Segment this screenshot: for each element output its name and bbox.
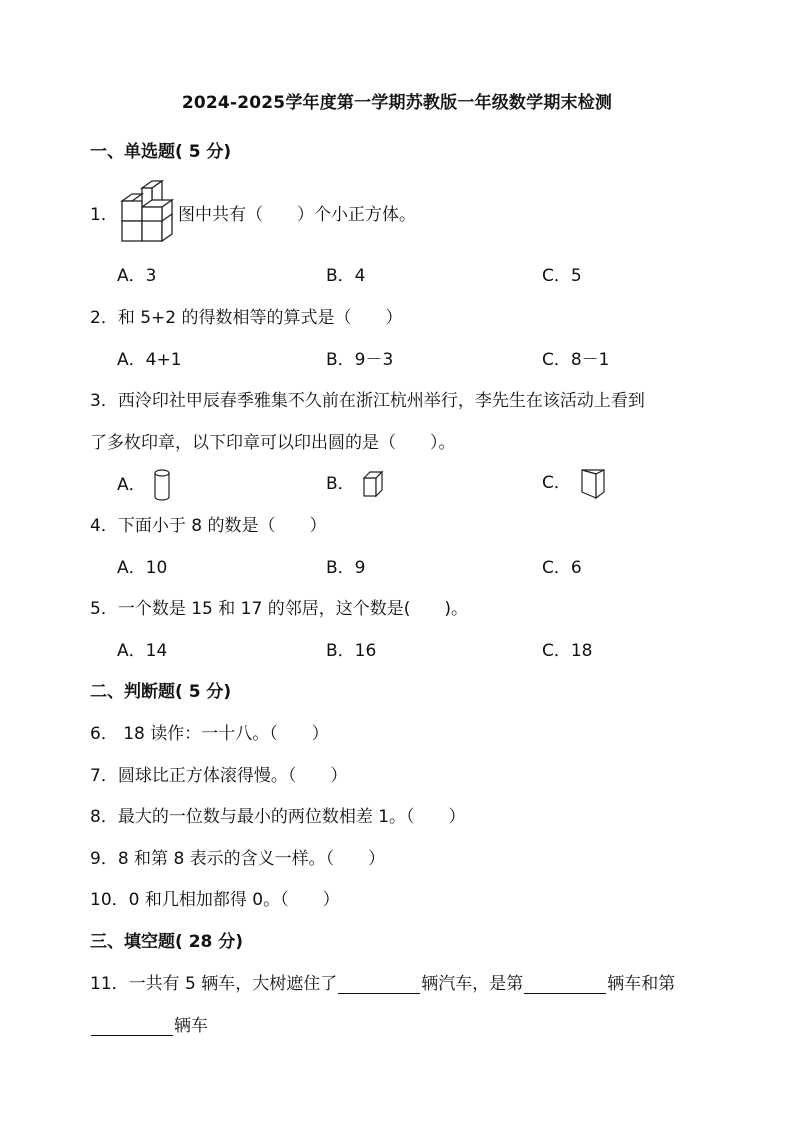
question-11-line-1 [90,969,675,994]
q4-option-c[interactable]: C．6 [542,558,582,578]
q2-option-a[interactable]: A．4+1 [117,350,182,370]
q11-text-4: 辆车 [174,1016,208,1036]
q3-option-c-label: C． [542,473,571,493]
q3-option-c[interactable] [542,466,606,500]
section-heading-true-false: 二、判断题( 5 分) [90,682,232,702]
q11-blank-2[interactable] [524,975,606,994]
page-title: 2024-2025学年度第一学期苏教版一年级数学期末检测 [181,93,613,113]
q11-blank-1[interactable] [338,975,420,994]
question-3-line-1: 3．西泠印社甲辰春季雅集不久前在浙江杭州举行，李先生在该活动上看到 [90,391,645,411]
triangular-prism-icon [580,466,606,500]
question-3-line-2: 了多枚印章，以下印章可以印出圆的是（ ）。 [90,433,456,453]
q5-option-c[interactable]: C．18 [542,641,593,661]
q3-option-b[interactable] [326,469,384,498]
question-10: 10．0 和几相加都得 0。（ ） [90,890,340,910]
q2-option-c[interactable]: C．8－1 [542,350,610,370]
q11-text-1: 11．一共有 5 辆车，大树遮住了 [90,974,338,994]
question-4: 4．下面小于 8 的数是（ ） [90,516,327,536]
q5-option-a[interactable]: A．14 [117,641,168,661]
cuboid-icon [362,470,384,498]
q2-option-b[interactable]: B．9－3 [326,350,394,370]
q1-option-c[interactable]: C．5 [542,266,582,286]
question-9: 9．8 和第 8 表示的含义一样。（ ） [90,849,386,869]
q3-option-a-label: A． [117,475,146,495]
q3-option-b-label: B． [326,474,355,494]
question-2: 2．和 5+2 的得数相等的算式是（ ） [90,308,403,328]
question-1-text: 图中共有（ ）个小正方体。 [178,205,416,225]
question-1 [90,200,118,225]
q5-option-b[interactable]: B．16 [326,641,377,661]
q4-option-a[interactable]: A．10 [117,558,168,578]
cube-stack-figure [120,180,178,242]
question-5: 5．一个数是 15 和 17 的邻居，这个数是( )。 [90,599,468,619]
cylinder-icon [153,469,171,501]
question-1-number: 1． [90,205,118,225]
q3-option-a[interactable] [117,469,171,501]
q11-blank-3[interactable] [91,1017,173,1036]
q1-option-a[interactable]: A．3 [117,266,157,286]
q11-text-2: 辆汽车，是第 [421,974,524,994]
question-6: 6． 18 读作：一十八。（ ） [90,724,329,744]
q1-option-b[interactable]: B．4 [326,266,366,286]
section-heading-fill-blank: 三、填空题( 28 分) [90,932,244,952]
question-7: 7．圆球比正方体滚得慢。（ ） [90,766,348,786]
question-11-line-2 [90,1011,208,1036]
question-8: 8．最大的一位数与最小的两位数相差 1。（ ） [90,807,466,827]
section-heading-single-choice: 一、单选题( 5 分) [90,142,232,162]
q4-option-b[interactable]: B．9 [326,558,366,578]
q11-text-3: 辆车和第 [607,974,676,994]
